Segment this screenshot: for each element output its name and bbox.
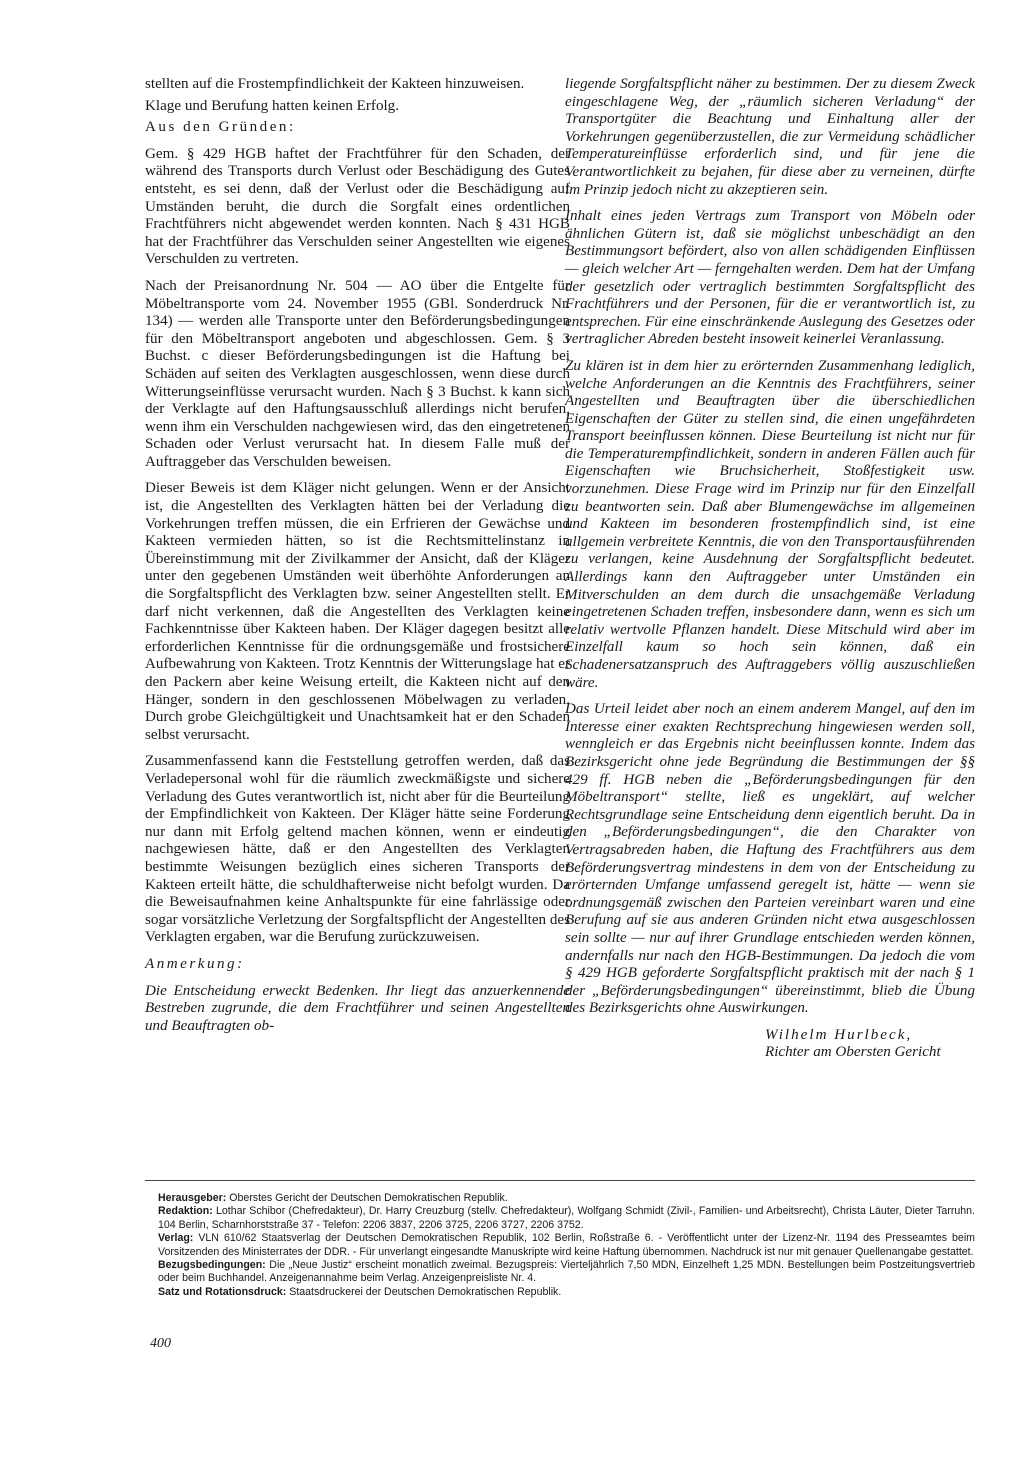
footer-divider — [145, 1180, 975, 1181]
signature-title: Richter am Obersten Gericht — [765, 1044, 941, 1061]
signature-name: Wilhelm Hurlbeck, — [765, 1026, 913, 1043]
paragraph: Klage und Berufung hatten keinen Erfolg. — [145, 97, 399, 114]
section-heading: Aus den Gründen: — [145, 119, 296, 136]
paragraph: Das Urteil leidet aber noch an einem anderem Mangel, auf den im Interesse einer exakten Rechtsprechung hingewiesen werden soll, wenngleich er das Ergebnis nicht beeinflussen konnte. Indem das Bezirksgericht ohne jede Begründung die Bestimmungen der §§ 429 ff. HGB neben die „Beförderungsbedingungen für den Möbeltransport“ stellte, ließ es ungeklärt, auf welcher Rechtsgrundlage seine Entscheidung denn eigentlich beruht. Da in den „Beförderungsbedingungen“, die den Charakter von Vertragsabreden haben, die Haftung des Frachtführers aus dem Beförderungsvertrag mindestens in dem von der Entscheidung zu erörternden Umfange umfassend geregelt ist, hätte — wenn sie ordnungsgemäß zwischen den Parteien vereinbart waren und eine Berufung auf sie aus anderen Gründen nicht etwa ausgeschlossen sein sollte — nur auf ihrer Grundlage entschieden werden können, andernfalls nur nach den HGB-Bestimmungen. Da jedoch die vom § 429 HGB geforderte Sorgfaltspflicht praktisch mit der nach § 1 der „Beförderungsbedingungen“ übereinstimmt, blieb die Übung des Bezirksgerichts ohne Auswirkungen. — [565, 701, 975, 1017]
imprint-line: Bezugsbedingungen: Die „Neue Justiz“ erscheint monatlich zweimal. Bezugspreis: Vierteljährlich 7,50 MDN, Einzelheft 1,25 MDN. Bestellungen beim Postzeitungsvertrieb oder beim Buchhandel. Anzeigenannahme beim Verlag. Anzeigenpreisliste Nr. 4. — [158, 1259, 975, 1285]
right-column — [565, 76, 975, 1062]
paragraph: stellten auf die Frostempfindlichkeit der Kakteen hinzuweisen. — [145, 76, 525, 92]
paragraph: Nach der Preisanordnung Nr. 504 — AO über die Entgelte für Möbeltransporte vom 24. November 1955 (GBl. Sonderdruck Nr. 134) — werden alle Transporte unter den Beförderungsbedingungen für den Möbeltransport angeboten und abgeschlossen. Gem. § 3 Buchst. c dieser Beförderungsbedingungen ist die Haftung bei Schäden auf seiten des Verklagten ausgeschlossen, wenn diese durch Witterungseinflüsse verursacht wurden. Nach § 3 Buchst. k kann sich der Verklagte auf den Haftungsausschluß allerdings nicht berufen, wenn ihm ein Verschulden nachgewiesen wird, das den eingetretenen Schaden oder Verlust verursacht hat. In diesem Falle muß der Auftraggeber das Verschulden beweisen. — [145, 277, 570, 470]
paragraph: liegende Sorgfaltspflicht näher zu bestimmen. Der zu diesem Zweck eingeschlagene Weg, der „räumlich sicheren Verladung“ der Transportgüter die Beachtung und Einhaltung aller der Vorkehrungen gegenüberzustellen, die zur Vermeidung schädlicher Temperatureinflüsse erforderlich sind, und für jene die Verantwortlichkeit zu bejahen, für diese aber zu verneinen, dürfte im Prinzip jedoch nicht zu akzeptieren sein. — [565, 76, 975, 198]
annotation-heading: Anmerkung: — [145, 955, 245, 972]
left-column — [145, 76, 570, 1044]
annotation-text: Die Entscheidung erweckt Bedenken. Ihr liegt das anzuerkennende Bestreben zugrunde, die dem Frachtführer und seinen Angestellten und Beauftragten ob- — [145, 982, 570, 1034]
paragraph: Zusammenfassend kann die Feststellung getroffen werden, daß das Verladepersonal wohl für die räumlich zweckmäßigste und sichere Verladung des Gutes verantwortlich ist, nicht aber für die Beurteilung der Empfindlichkeit von Kakteen. Der Kläger hätte seine Forderung nur dann mit Erfolg geltend machen können, wenn er eindeutig nachgewiesen hätte, daß er den Angestellten des Verklagten bestimmte Weisungen bezüglich eines sicheren Transports der Kakteen erteilt hätte, die schuldhafterweise nicht befolgt wurden. Da die Beweisaufnahmen keine Anhaltspunkte für eine fahrlässige oder sogar vorsätzliche Verletzung der Sorgfaltspflicht der Angestellten des Verklagten ergaben, war die Berufung zurückzuweisen. — [145, 753, 570, 946]
paragraph: Gem. § 429 HGB haftet der Frachtführer für den Schaden, der während des Transports durch Verlust oder Beschädigung des Gutes entsteht, es sei denn, daß der Verlust oder die Beschädigung auf Umständen beruht, die durch die Sorgfalt eines ordentlichen Frachtführers nicht abgewendet werden konnten. Nach § 431 HGB hat der Frachtführer das Verschulden seiner Angestellten wie eigenes Verschulden zu vertreten. — [145, 145, 570, 268]
page-number: 400 — [150, 1336, 171, 1351]
paragraph: Zu klären ist in dem hier zu erörternden Zusammenhang lediglich, welche Anforderungen an die Kenntnis des Frachtführers, seiner Angestellten und Beauftragten über die überschiedlichen Eigenschaften der Güter zu stellen sind, die einen ungefährdeten Transport beeinflussen können. Diese Beurteilung ist nicht nur für die Temperaturempfindlichkeit, sondern in anderen Fällen auch für Eigenschaften wie Bruchsicherheit, Stoßfestigkeit usw. vorzunehmen. Diese Frage wird im Prinzip nur für den Einzelfall zu beantworten sein. Daß aber Blumengewächse im allgemeinen und Kakteen im besonderen frostempfindlich sind, ist eine allgemein verbreitete Kenntnis, die von den Transportausführenden zu verlangen, keine Ausdehnung der Sorgfaltspflicht bedeutet. Allerdings kann den Auftraggeber unter Umständen ein Mitverschulden an dem durch die unsachgemäße Verladung eingetretenen Schaden treffen, insbesondere dann, wenn es sich um relativ wertvolle Pflanzen handelt. Diese Mitschuld wird aber im Einzelfall kaum so hoch sein können, daß ein Schadenersatzanspruch des Auftraggebers völlig auszuschließen wäre. — [565, 357, 975, 691]
imprint — [158, 1192, 975, 1299]
imprint-line: Satz und Rotationsdruck: Staatsdruckerei der Deutschen Demokratischen Republik. — [158, 1285, 562, 1298]
imprint-line: Redaktion: Lothar Schibor (Chefredakteur), Dr. Harry Creuzburg (stellv. Chefredakteur), Wolfgang Schmidt (Zivil-, Familien- und Arbeitsrecht), Christa Läuter, Dieter Tarruhn. 104 Berlin, Scharnhorststraße 37 - Telefon: 2206 3837, 2206 3725, 2206 3727, 2206 3752. — [158, 1205, 975, 1231]
imprint-line: Herausgeber: Oberstes Gericht der Deutschen Demokratischen Republik. — [158, 1192, 508, 1204]
paragraph: Inhalt eines jeden Vertrags zum Transport von Möbeln oder ähnlichen Gütern ist, daß sie möglichst unbeschädigt an den Bestimmungsort befördert, also von allen schädigenden Einflüssen — gleich welcher Art — ferngehalten werden. Dem hat der Umfang der gesetzlich oder vertraglich bestimmten Sorgfaltspflicht des Frachtführers und der Personen, für die er verantwortlich ist, zu entsprechen. Für eine einschränkende Auslegung des Gesetzes oder vertraglicher Abreden besteht insoweit keinerlei Veranlassung. — [565, 208, 975, 348]
imprint-line: Verlag: VLN 610/62 Staatsverlag der Deutschen Demokratischen Republik, 102 Berlin, Roßstraße 6. - Veröffentlicht unter der Lizenz-Nr. 1194 des Presseamtes beim Vorsitzenden des Ministerrates der DDR. - Für unverlangt eingesandte Manuskripte wird keine Haftung übernommen. Nachdruck ist nur mit genauer Quellenangabe gestattet. — [158, 1232, 975, 1258]
paragraph: Dieser Beweis ist dem Kläger nicht gelungen. Wenn er der Ansicht ist, die Angestellten des Verklagten hätten bei der Verladung die Vorkehrungen treffen müssen, die ein Erfrieren der Gewächse und Kakteen vermieden hätten, so ist die Rechtsmittelinstanz in Übereinstimmung mit der Zivilkammer der Ansicht, daß der Kläger unter den gegebenen Umständen weit überhöhte Anforderungen an die Sorgfaltspflicht des Verklagten bzw. seiner Angestellten stellt. Er darf nicht verkennen, daß die Angestellten des Verklagten keine Fachkenntnisse über Kakteen haben. Der Kläger dagegen besitzt alle erforderlichen Kenntnisse für die ordnungsgemäße und frostsichere Aufbewahrung von Kakteen. Trotz Kenntnis der Witterungslage hat er den Packern aber keine Weisung erteilt, die Kakteen nicht auf den Hänger, sondern in den geschlossenen Möbelwagen zu verladen. Durch grobe Gleichgültigkeit und Unachtsamkeit hat er den Schaden selbst verursacht. — [145, 480, 570, 743]
signature — [565, 1027, 975, 1062]
